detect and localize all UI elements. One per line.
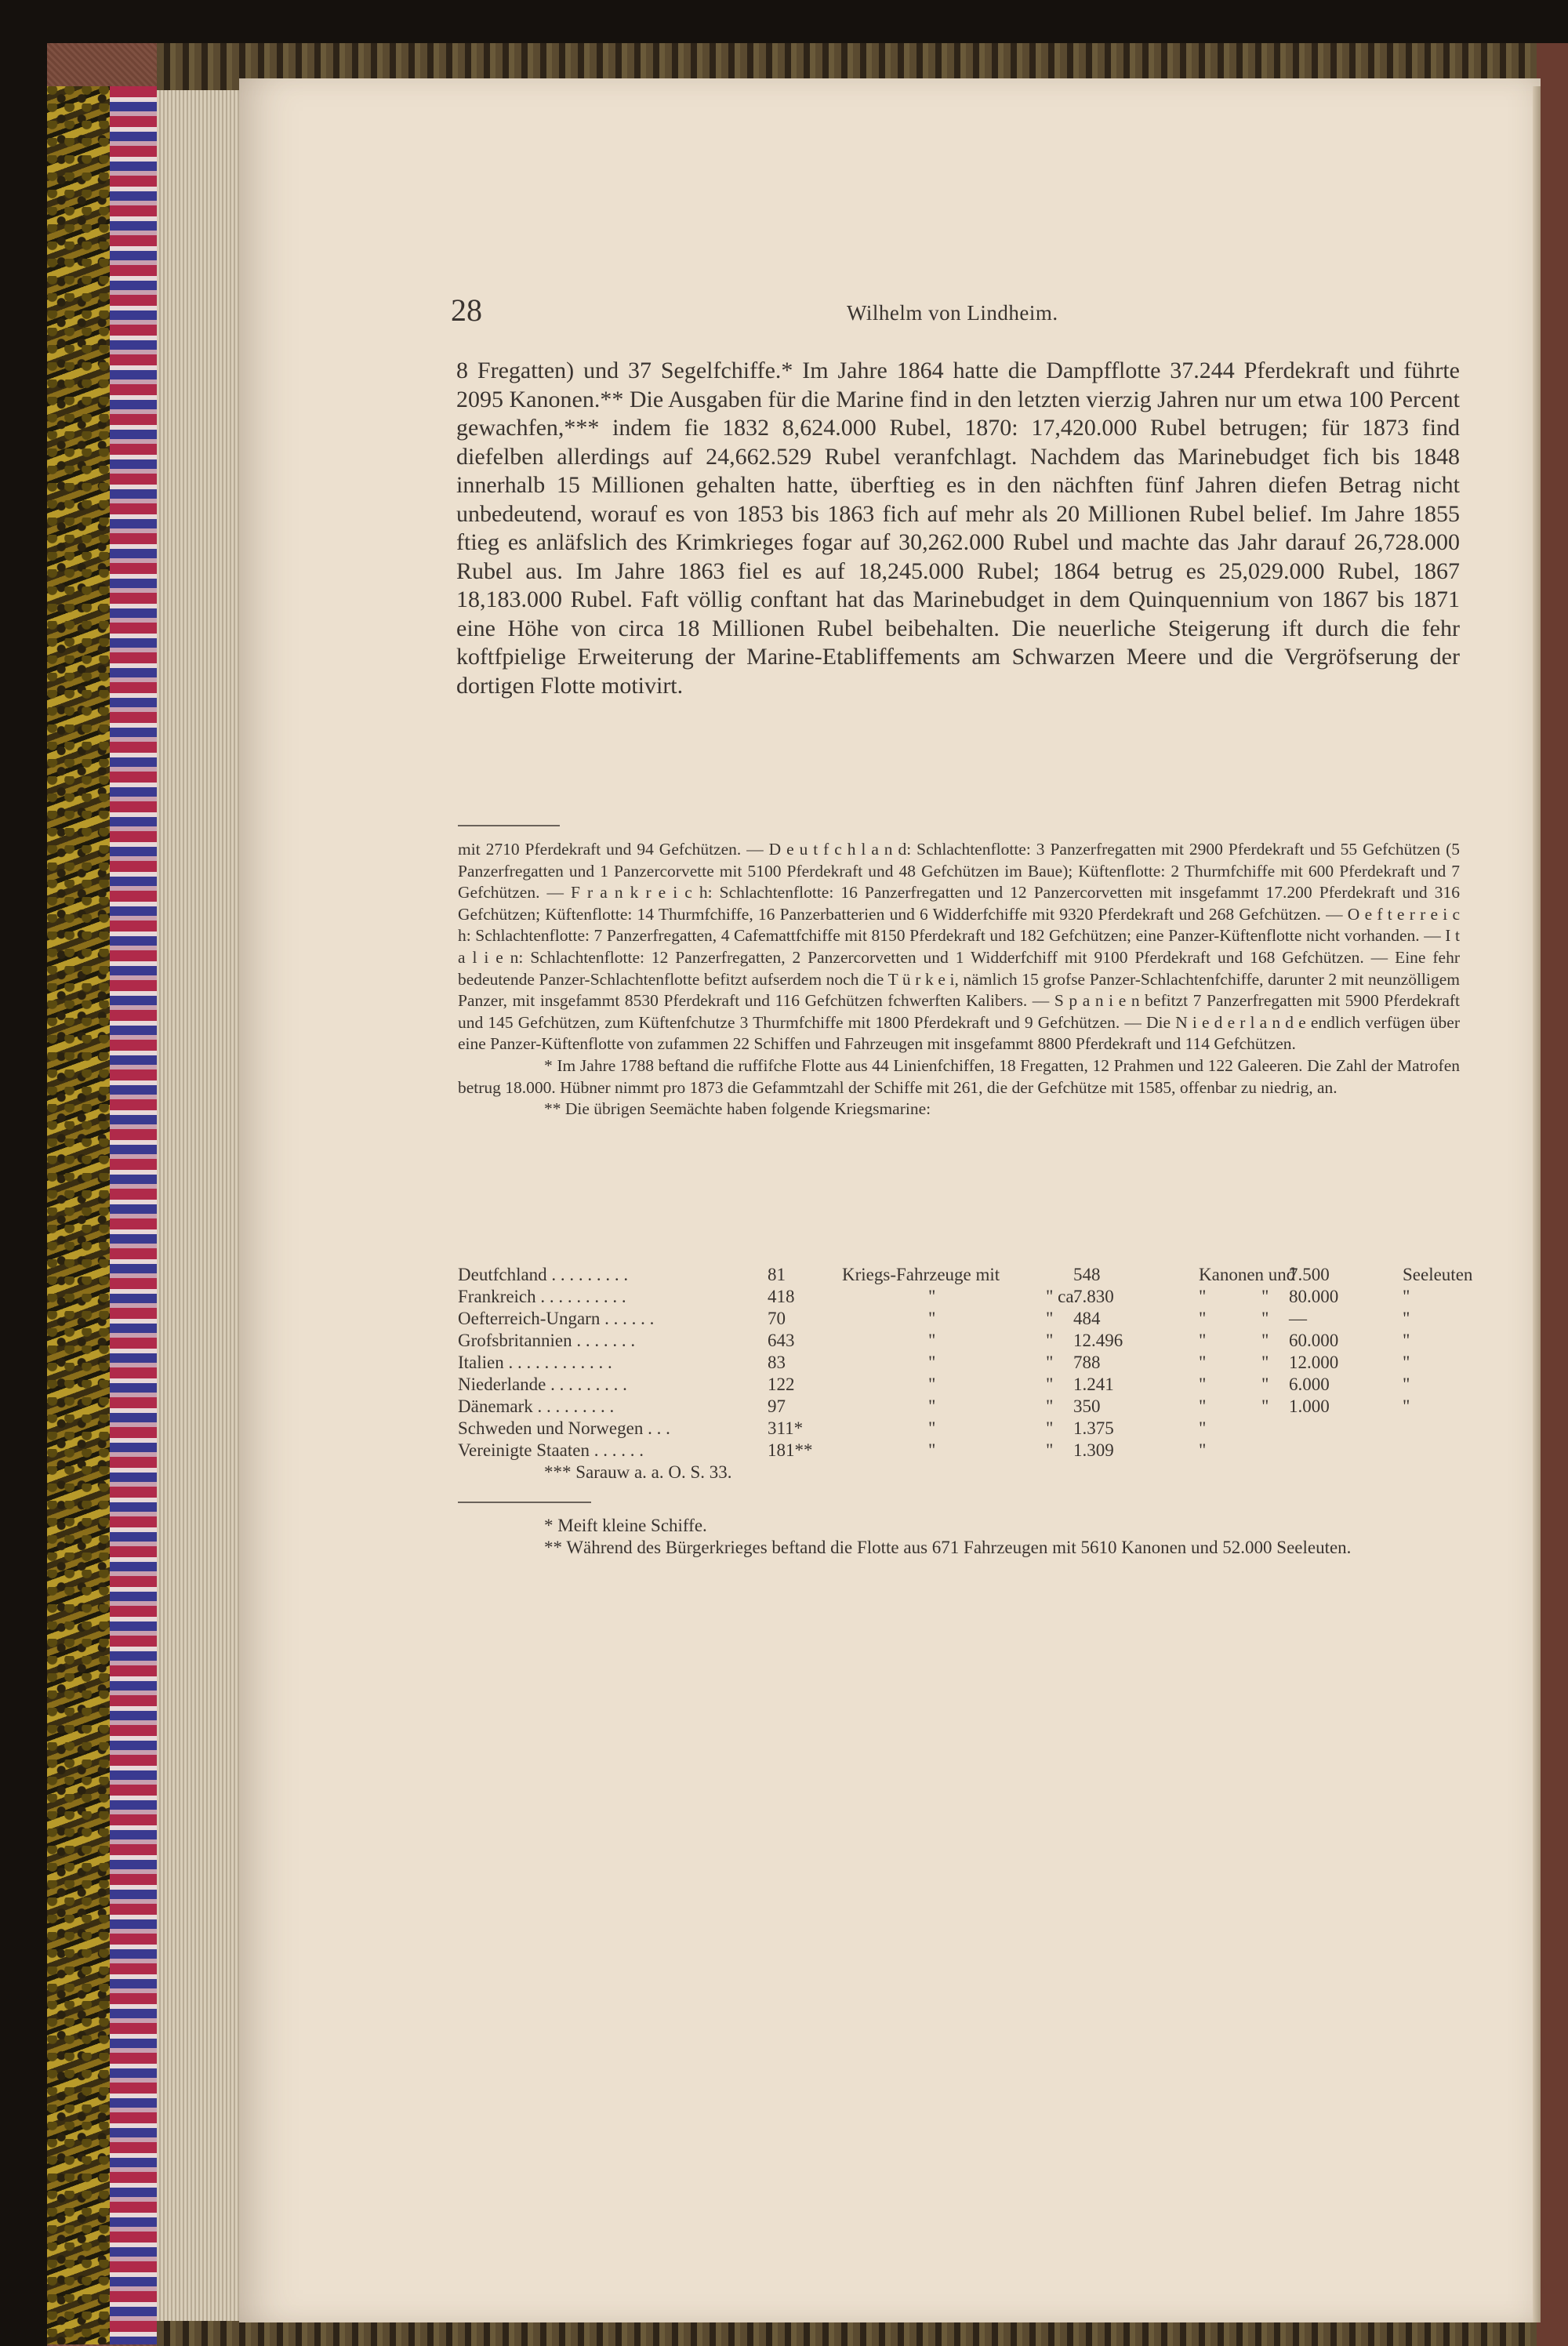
table-sailors: 80.000 xyxy=(1289,1287,1339,1306)
table-country: Schweden und Norwegen . . . xyxy=(458,1418,670,1438)
table-source-row xyxy=(458,1462,1469,1484)
table-guns: 1.241 xyxy=(1073,1375,1114,1394)
table-ships: 70 xyxy=(768,1309,786,1328)
table-ditto: " xyxy=(1261,1331,1269,1350)
marbled-page-edge xyxy=(110,86,157,2344)
table-sailors: 7.500 xyxy=(1289,1265,1330,1284)
table-ditto: " xyxy=(1403,1353,1410,1372)
table-ships: 181** xyxy=(768,1440,813,1460)
table-sailors: 60.000 xyxy=(1289,1331,1339,1350)
table-row xyxy=(458,1374,1469,1396)
table-ditto: " xyxy=(928,1331,936,1350)
table-ditto: " xyxy=(928,1309,936,1328)
table-ditto: " xyxy=(1199,1309,1207,1328)
table-guns: 7.830 xyxy=(1073,1287,1114,1306)
table-row xyxy=(458,1264,1473,1286)
table-guns: 788 xyxy=(1073,1353,1101,1372)
table-guns: 1.375 xyxy=(1073,1418,1114,1438)
table-ditto: " xyxy=(928,1418,936,1438)
table-ditto: " xyxy=(1403,1287,1410,1306)
footnotes-upper xyxy=(458,839,1460,1120)
footnote-rule-lower xyxy=(458,1502,591,1503)
footnote-double-star: ** Die übrigen Seemächte haben folgende Kriegsmarine: xyxy=(544,1099,931,1119)
table-country: Vereinigte Staaten . . . . . . xyxy=(458,1440,644,1460)
table-ditto: " xyxy=(1261,1353,1269,1372)
table-ditto: " xyxy=(1261,1396,1269,1416)
table-ditto: " xyxy=(1261,1375,1269,1394)
footnote-rule-upper xyxy=(458,825,560,826)
table-ditto: Seeleuten xyxy=(1403,1265,1473,1284)
footnote-lower-2: ** Während des Bürgerkrieges beftand die Flotte aus 671 Fahrzeugen mit 5610 Kanonen und 52.000 Seeleuten. xyxy=(544,1538,1352,1557)
page-leaves-edge xyxy=(157,71,243,2346)
table-ditto: " xyxy=(1046,1375,1054,1394)
table-guns: 1.309 xyxy=(1073,1440,1114,1460)
table-row xyxy=(458,1308,1469,1330)
table-ditto: " xyxy=(928,1440,936,1460)
main-paragraph: 8 Fregatten) und 37 Segelfchiffe.* Im Jahre 1864 hatte die Dampfflotte 37.244 Pferdekraft und führte 2095 Kanonen.** Die Ausgaben für die Marine find in den letzten vierzig Jahren nur um etwa 100 Percent gewachfen,*** indem fie 1832 8,624.000 Rubel, 1870: 17,420.000 Rubel betrugen; für 1873 find diefelben allerdings auf 24,662.529 Rubel veranfchlagt. Nachdem das Marinebudget fich bis 1848 innerhalb 15 Millionen gehalten hatte, überftieg es in den nächften fünf Jahren diefen Betrag nicht unbedeutend, worauf es von 1853 bis 1863 fich auf mehr als 20 Millionen Rubel belief. Im Jahre 1855 ftieg es anläfslich des Krimkrieges fogar auf 30,262.000 Rubel und machte das Jahr darauf 26,728.000 Rubel aus. Im Jahre 1863 fiel es auf 18,245.000 Rubel; 1864 betrug es 25,029.000 Rubel, 1867 18,183.000 Rubel. Faft völlig conftant hat das Marinebudget in dem Quinquennium von 1867 bis 1871 eine Höhe von circa 18 Millionen Rubel beibehalten. Die neuerliche Steigerung ift durch die fehr koftfpielige Erweiterung der Marine-Etabliffements am Schwarzen Meere und die Vergröfserung der dortigen Flotte motivirt. xyxy=(456,358,1460,699)
table-guns: 12.496 xyxy=(1073,1331,1123,1350)
table-row xyxy=(458,1418,1469,1440)
table-country: Dänemark . . . . . . . . . xyxy=(458,1396,615,1416)
table-sailors: 12.000 xyxy=(1289,1353,1339,1372)
table-ditto: " xyxy=(1403,1309,1410,1328)
table-country: Oefterreich-Ungarn . . . . . . xyxy=(458,1309,655,1328)
footnote-lower-1: * Meift kleine Schiffe. xyxy=(544,1516,707,1535)
table-ditto: Kanonen und xyxy=(1199,1265,1296,1284)
footnotes-lower xyxy=(458,1515,1460,1559)
table-ditto: " xyxy=(1046,1440,1054,1460)
table-ditto: " xyxy=(1199,1440,1207,1460)
table-ships: 83 xyxy=(768,1353,786,1372)
table-ditto: " xyxy=(1199,1418,1207,1438)
table-ditto: " xyxy=(1199,1287,1207,1306)
table-ditto: " xyxy=(1199,1396,1207,1416)
table-ditto: " xyxy=(928,1287,936,1306)
table-ditto: " xyxy=(1046,1353,1054,1372)
footnote-continuation: mit 2710 Pferdekraft und 94 Gefchützen. — D e u t f c h l a n d: Schlachtenflotte: 3 Panzerfregatten mit 2900 Pferdekraft und 55 Gefchützen (5 Panzerfregatten und 1 Panzercorvette mit 5100 Pferdekraft und 48 Gefchützen im Baue); Küftenflotte: 2 Thurmfchiffe mit 600 Pferdekraft und 7 Gefchützen. — F r a n k r e i c h: Schlachtenflotte: 16 Panzerfregatten und 12 Panzercorvetten mit insgefammt 17.200 Pferdekraft und 316 Gefchützen; Küftenflotte: 14 Thurmfchiffe, 16 Panzerbatterien und 6 Widderfchiffe mit 9320 Pferdekraft und 268 Gefchützen. — O e f t e r r e i c h: Schlachtenflotte: 7 Panzerfregatten, 4 Cafemattfchiffe mit 8150 Pferdekraft und 182 Gefchützen; eine Panzer-Küftenflotte nicht vorhanden. — I t a l i e n: Schlachtenflotte: 12 Panzerfregatten, 2 Panzercorvetten und 1 Widderfchiff mit 9100 Pferdekraft und 168 Gefchützen. — Eine fehr bedeutende Panzer-Schlachtenflotte befitzt aufserdem noch die T ü r k e i, nämlich 15 grofse Panzer-Schlachtenfchiffe, darunter 2 mit neunzölligem Panzer, mit insgefammt 8530 Pferdekraft und 116 Gefchützen fchwerften Kalibers. — S p a n i e n befitzt 7 Panzerfregatten mit 5900 Pferdekraft und 145 Gefchützen, zum Küftenfchutze 3 Thurmfchiffe mit 1800 Pferdekraft und 9 Gefchützen. — Die N i e d e r l a n d e endlich verfügen über eine Panzer-Küftenflotte von zufammen 22 Schiffen und Fahrzeugen mit insgefammt 8800 Pferdekraft und 114 Gefchützen. xyxy=(458,840,1460,1054)
table-ditto: " xyxy=(1199,1353,1207,1372)
table-country: Italien . . . . . . . . . . . . xyxy=(458,1353,612,1372)
table-ships: 643 xyxy=(768,1331,795,1350)
table-row xyxy=(458,1440,1469,1462)
table-ships: 418 xyxy=(768,1287,795,1306)
table-guns: 548 xyxy=(1073,1265,1101,1284)
table-ditto: " xyxy=(1403,1375,1410,1394)
table-ditto: " xyxy=(928,1396,936,1416)
table-guns: 350 xyxy=(1073,1396,1101,1416)
table-country: Frankreich . . . . . . . . . . xyxy=(458,1287,626,1306)
table-sailors: — xyxy=(1289,1309,1307,1328)
table-row xyxy=(458,1396,1469,1418)
table-ditto: " xyxy=(1261,1309,1269,1328)
table-ditto: " ca. xyxy=(1046,1287,1079,1306)
table-sailors: 1.000 xyxy=(1289,1396,1330,1416)
table-ditto: " xyxy=(1046,1331,1054,1350)
table-source: *** Sarauw a. a. O. S. 33. xyxy=(544,1462,732,1482)
running-head: Wilhelm von Lindheim. xyxy=(847,301,1058,325)
table-ditto: " xyxy=(1046,1396,1054,1416)
table-guns: 484 xyxy=(1073,1309,1101,1328)
table-sailors: 6.000 xyxy=(1289,1375,1330,1394)
bottom-binding-edge xyxy=(157,2321,1537,2346)
table-ships: 311* xyxy=(768,1418,804,1438)
table-ditto: " xyxy=(1403,1396,1410,1416)
page-number: 28 xyxy=(451,292,482,328)
table-ditto: " xyxy=(1199,1375,1207,1394)
table-ditto: " xyxy=(1199,1331,1207,1350)
table-description: Kriegs-Fahrzeuge mit xyxy=(842,1265,1000,1284)
table-country: Deutfchland . . . . . . . . . xyxy=(458,1265,629,1284)
table-row xyxy=(458,1286,1469,1308)
table-country: Grofsbritannien . . . . . . . xyxy=(458,1331,636,1350)
table-ditto: " xyxy=(928,1375,936,1394)
marbled-endpaper xyxy=(47,86,110,2344)
table-ships: 122 xyxy=(768,1375,795,1394)
table-ditto: " xyxy=(1046,1309,1054,1328)
table-ditto: " xyxy=(1403,1331,1410,1350)
table-ditto: " xyxy=(1261,1287,1269,1306)
table-ships: 97 xyxy=(768,1396,786,1416)
navy-table xyxy=(458,1264,1473,1484)
table-row xyxy=(458,1352,1469,1374)
table-ditto: " xyxy=(1046,1418,1054,1438)
table-row xyxy=(458,1330,1469,1352)
table-country: Niederlande . . . . . . . . . xyxy=(458,1375,627,1394)
table-ditto: " xyxy=(928,1353,936,1372)
table-ships: 81 xyxy=(768,1265,786,1284)
page-fold xyxy=(1533,86,1541,2322)
footnote-star: * Im Jahre 1788 beftand die ruffifche Flotte aus 44 Linienfchiffen, 18 Fregatten, 12 Prahmen und 122 Galeeren. Die Zahl der Matrofen betrug 18.000. Hübner nimmt pro 1873 die Gefammtzahl der Schiffe mit 261, die der Gefchütze mit 1585, offenbar zu niedrig, an. xyxy=(458,1055,1460,1097)
